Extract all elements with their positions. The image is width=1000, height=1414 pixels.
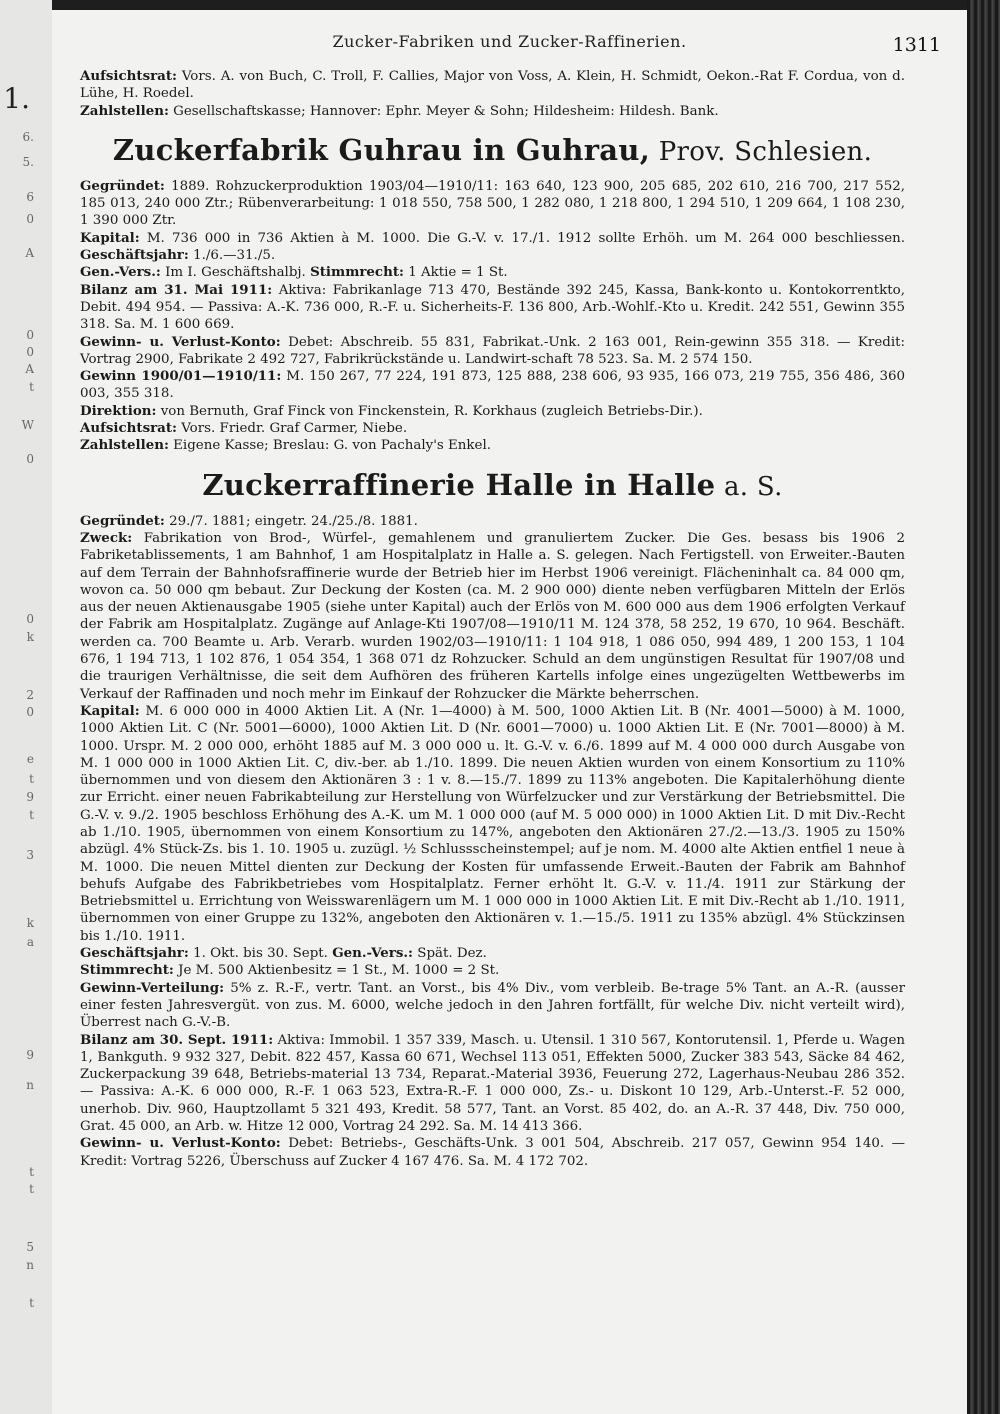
entry-paragraph	[80, 68, 905, 103]
entry-key: Zahlstellen:	[80, 437, 169, 454]
entry-key: Kapital:	[80, 229, 140, 246]
entry-paragraph	[80, 962, 905, 979]
prev-page-fragment: 5.	[22, 155, 34, 169]
entry-paragraph	[80, 264, 905, 281]
prev-page-fragment: 0	[26, 452, 34, 466]
next-page-edge	[967, 0, 1000, 1414]
entry-paragraph	[80, 403, 905, 420]
entry-key: Zahlstellen:	[80, 102, 169, 119]
prev-page-fragment: e	[26, 752, 34, 766]
entry-text: Debet: Betriebs-, Geschäfts-Unk. 3 001 504, Abschreib. 217 057, Gewinn 954 140. — Kredit: Vortrag 5226, Überschuss auf Zucker 4 167 476. Sa. M. 4 172 702.	[80, 1136, 906, 1169]
entry-text: 1. Okt. bis 30. Sept.	[188, 946, 333, 962]
entry-paragraph	[80, 1135, 905, 1170]
company-heading-name: Zuckerraffinerie Halle in Halle	[202, 467, 716, 502]
running-header: Zucker-Fabriken und Zucker-Raffinerien.	[332, 32, 687, 51]
prev-page-fragment: t	[29, 1165, 34, 1179]
prev-page-fragment: t	[29, 772, 34, 786]
entry-key: Gewinn- u. Verlust-Konto:	[80, 1135, 281, 1152]
entry-key: Gegründet:	[80, 512, 165, 529]
prev-page-fragment: 0	[26, 212, 34, 226]
entry-key: Gen.-Vers.:	[80, 264, 161, 281]
document-body	[80, 68, 905, 1170]
entry-paragraph	[80, 945, 905, 962]
prev-page-fragment: 6	[26, 190, 34, 204]
company-heading-name: Zuckerfabrik Guhrau in Guhrau,	[112, 132, 651, 167]
prev-page-fragment: n	[26, 1258, 34, 1272]
entry-paragraph	[80, 368, 905, 403]
prev-page-fragment: 5	[26, 1240, 34, 1254]
entry-paragraph	[80, 437, 905, 454]
prev-page-fragment: 9	[26, 790, 34, 804]
prev-page-fragment: 6.	[22, 130, 34, 144]
entry-key: Direktion:	[80, 402, 157, 419]
entry-text: 1 Aktie = 1 St.	[403, 265, 508, 281]
prev-page-fragment: 0	[26, 612, 34, 626]
prev-page-fragment: A	[25, 362, 34, 376]
entry-text: 1889. Rohzuckerproduktion 1903/04—1910/11: 163 640, 123 900, 205 685, 202 610, 216 700, 217 552, 185 013, 240 000 Ztr.; Rübenverarbeitung: 1 018 550, 758 500, 1 282 080, 1 218 800, 1 294 510, 1 209 664, 1 108 230, 1 390 000 Ztr.	[80, 178, 905, 229]
prev-page-fragment: n	[26, 1078, 34, 1092]
entry-paragraph	[80, 513, 905, 530]
prev-page-fragment: a	[26, 935, 34, 949]
company-heading-location: a. S.	[715, 471, 783, 502]
entry-text: 29./7. 1881; eingetr. 24./25./8. 1881.	[164, 513, 418, 529]
entry-paragraph	[80, 420, 905, 437]
prev-page-fragment: 9	[26, 1048, 34, 1062]
entry-key: Stimmrecht:	[310, 264, 404, 281]
entry-text: Vors. A. von Buch, C. Troll, F. Callies, Major von Voss, A. Klein, H. Schmidt, Oekon.-Rat F. Cordua, von d. Lühe, H. Roedel.	[80, 69, 905, 102]
entry-key: Stimmrecht:	[80, 962, 174, 979]
prev-page-fragment: 3	[26, 848, 34, 862]
prev-page-fragment: t	[29, 1296, 34, 1310]
prev-page-fragment: t	[29, 808, 34, 822]
prev-page-fragment: 0	[26, 705, 34, 719]
entry-text: Gesellschaftskasse; Hannover: Ephr. Meyer & Sohn; Hildesheim: Hildesh. Bank.	[168, 103, 719, 119]
entry-key: Gewinn-Verteilung:	[80, 979, 225, 996]
entry-text: 5% z. R.-F., vertr. Tant. an Vorst., bis 4% Div., vom verbleib. Be-trage 5% Tant. an A.-R. (ausser einer festen Jahresvergüt. von zus. M. 6000, welche jedoch in den Jahren fortfällt, für welche Div. nicht verteilt wird), Überrest nach G.-V.-B.	[80, 980, 905, 1031]
entry-key: Aufsichtsrat:	[80, 420, 177, 437]
entry-key: Gegründet:	[80, 177, 165, 194]
previous-page-edge	[0, 0, 52, 1414]
prev-page-fragment: 2	[26, 688, 34, 702]
entry-text: Aktiva: Immobil. 1 357 339, Masch. u. Utensil. 1 310 567, Kontorutensil. 1, Pferde u. Wagen 1, Bankguth. 9 932 327, Debit. 822 457, Kassa 60 671, Wechsel 113 051, Effekten 5000, Zucker 383 543, Säcke 84 462, Zuckerpackung 39 648, Betriebs-material 13 734, Reparat.-Material 3936, Feuerung 272, Lagerhaus-Neubau 286 352. — Passiva: A.-K. 6 000 000, R.-F. 1 063 523, Extra-R.-F. 1 000 000, Zs.- u. Diskont 10 129, Arb.-Unterst.-F. 52 000, unerhob. Div. 960, Hauptzollamt 5 321 493, Kredit. 58 577, Tant. an Vorst. 85 402, do. an A.-R. 37 448, Div. 750 000, Grat. 45 000, an Arb. w. Hitze 12 000, Vortrag 24 292. Sa. M. 14 413 366.	[80, 1032, 905, 1135]
entry-key: Bilanz am 30. Sept. 1911:	[80, 1031, 274, 1048]
entry-paragraph	[80, 1032, 905, 1136]
entry-key: Zweck:	[80, 529, 133, 546]
prev-page-fragment: A	[25, 246, 34, 260]
entry-paragraph	[80, 703, 905, 945]
prev-page-fragment: 1.	[3, 82, 30, 115]
prev-page-fragment: t	[29, 1182, 34, 1196]
entry-text: Je M. 500 Aktienbesitz = 1 St., M. 1000 = 2 St.	[173, 963, 500, 979]
page-number: 1311	[892, 34, 941, 56]
prev-page-fragment: 0	[26, 328, 34, 342]
entry-text: M. 6 000 000 in 4000 Aktien Lit. A (Nr. 1—4000) à M. 500, 1000 Aktien Lit. B (Nr. 4001—5000) à M. 1000, 1000 Aktien Lit. C (Nr. 5001—6000), 1000 Aktien Lit. D (Nr. 6001—7000) u. 1000 Aktien Lit. E (Nr. 7001—8000) à M. 1000. Urspr. M. 2 000 000, erhöht 1885 auf M. 3 000 000 u. lt. G.-V. v. 6./6. 1899 auf M. 4 000 000 durch Ausgabe von M. 1 000 000 in 1000 Aktien Lit. C, div.-ber. ab 1./10. 1899. Die neuen Aktien wurden von einem Konsortium zu 110% übernommen und von diesem den Aktionären 3 : 1 v. 8.—15./7. 1899 zu 113% angeboten. Die Kapitalerhöhung diente zur Erricht. einer neuen Fabrikabteilung zur Herstellung von Würfelzucker und zur Verstärkung der Betriebsmittel. Die G.-V. v. 9./2. 1905 beschloss Erhöhung des A.-K. um M. 1 000 000 (auf M. 5 000 000) in 1000 Aktien Lit. D mit Div.-Recht ab 1./10. 1905, übernommen von einem Konsortium zu 147%, angeboten den Aktionären 27./2.—13./3. 1905 zu 150% abzügl. 4% Stück-Zs. bis 1. 10. 1905 u. zuzügl. ½ Schlussscheinstempel; auf je nom. M. 4000 alte Aktien entfiel 1 neue à M. 1000. Die neuen Mittel dienten zur Deckung der Kosten für umfassende Erweit.-Bauten der Fabrik am Bahnhof behufs Aufgabe des Fabrikbetriebes vom Hospitalplatz. Ferner erhöht lt. G.-V. v. 11./4. 1911 zur Stärkung der Betriebsmittel u. Errichtung von Weisswarenlägern um M. 1 000 000 in 1000 Aktien Lit. E mit Div.-Recht ab 1./10. 1911, übernommen von einer Gruppe zu 132%, angeboten den Aktionären v. 1.—15./5. 1911 zu 135% abzügl. 4% Stückzinsen bis 1./10. 1911.	[80, 703, 905, 944]
entry-paragraph	[80, 178, 905, 230]
entry-text: von Bernuth, Graf Finck von Finckenstein, R. Korkhaus (zugleich Betriebs-Dir.).	[156, 403, 703, 419]
entry-text: Fabrikation von Brod-, Würfel-, gemahlenem und granuliertem Zucker. Die Ges. besass bis 1906 2 Fabriketablissements, 1 am Bahnhof, 1 am Hospitalplatz in Halle a. S. gelegen. Nach Fertigstell. von Erweiter.-Bauten auf dem Terrain der Bahnhofsraffinerie wurde der Betrieb hier im Herbst 1906 vereinigt. Flächeninhalt ca. 84 000 qm, wovon ca. 50 000 qm bebaut. Zur Deckung der Kosten (ca. M. 2 900 000) diente neben verfügbaren Mitteln der Erlös aus der neuen Aktienausgabe 1905 (siehe unter Kapital) auch der Erlös von M. 600 000 aus dem 1906 erfolgten Verkauf der Fabrik am Hospitalplatz. Zugänge auf Anlage-Kti 1907/08—1910/11 M. 124 378, 58 252, 19 670, 10 964. Beschäft. werden ca. 700 Beamte u. Arb. Verarb. wurden 1902/03—1910/11: 1 104 918, 1 086 050, 994 489, 1 200 153, 1 104 676, 1 194 713, 1 102 876, 1 054 354, 1 368 071 dz Rohzucker. Schuld an dem ungünstigen Resultat für 1907/08 und die traurigen Verhältnisse, die seit dem Aufhören des früheren Kartells infolge eines ungezügelten Wettbewerbs im Verkauf der Raffinaden und noch mehr im Einkauf der Rohzucker die Märkte beherrschen.	[80, 530, 905, 702]
entry-key: Bilanz am 31. Mai 1911:	[80, 281, 273, 298]
entry-paragraph	[80, 530, 905, 703]
entry-paragraph	[80, 334, 905, 369]
entry-text: Im I. Geschäftshalbj.	[160, 265, 311, 281]
entry-key: Gewinn 1900/01—1910/11:	[80, 368, 282, 385]
prev-page-fragment: W	[21, 418, 34, 432]
company-heading	[80, 469, 905, 503]
entry-text: Spät. Dez.	[413, 946, 487, 962]
prev-page-fragment: k	[26, 630, 34, 644]
entry-key: Kapital:	[80, 702, 140, 719]
prev-page-fragment: t	[29, 380, 34, 394]
entry-paragraph	[80, 282, 905, 334]
entry-key: Gen.-Vers.:	[332, 945, 414, 962]
entry-text: M. 150 267, 77 224, 191 873, 125 888, 238 606, 93 935, 166 073, 219 755, 356 486, 360 003, 355 318.	[80, 369, 905, 402]
prev-page-fragment: 0	[26, 345, 34, 359]
company-heading	[80, 134, 905, 168]
entry-text: Debet: Abschreib. 55 831, Fabrikat.-Unk. 2 163 001, Rein-gewinn 355 318. — Kredit: Vortrag 2900, Fabrikate 2 492 727, Fabrikrückstände u. Landwirt-schaft 78 523. Sa. M. 2 574 150.	[80, 334, 906, 367]
entry-text: 1./6.—31./5.	[188, 248, 276, 264]
entry-text: Aktiva: Fabrikanlage 713 470, Bestände 392 245, Kassa, Bank-konto u. Kontokorrentkto, Debit. 494 954. — Passiva: A.-K. 736 000, R.-F. u. Sicherheits-F. 136 800, Arb.-Wohlf.-Kto u. Kredit. 242 551, Gewinn 355 318. Sa. M. 1 600 669.	[80, 282, 905, 333]
entry-key: Aufsichtsrat:	[80, 68, 177, 84]
entry-text: Eigene Kasse; Breslau: G. von Pachaly's Enkel.	[168, 438, 491, 454]
prev-page-fragment: k	[26, 916, 34, 930]
entry-key: Geschäftsjahr:	[80, 247, 189, 264]
entry-paragraph	[80, 103, 905, 120]
entry-key: Geschäftsjahr:	[80, 945, 189, 962]
company-heading-location: Prov. Schlesien.	[650, 136, 873, 167]
entry-key: Gewinn- u. Verlust-Konto:	[80, 333, 281, 350]
entry-paragraph	[80, 230, 905, 265]
entry-text: M. 736 000 in 736 Aktien à M. 1000. Die G.-V. v. 17./1. 1912 sollte Erhöh. um M. 264 000 beschliessen.	[139, 230, 905, 246]
entry-text: Vors. Friedr. Graf Carmer, Niebe.	[176, 421, 408, 437]
entry-paragraph	[80, 980, 905, 1032]
